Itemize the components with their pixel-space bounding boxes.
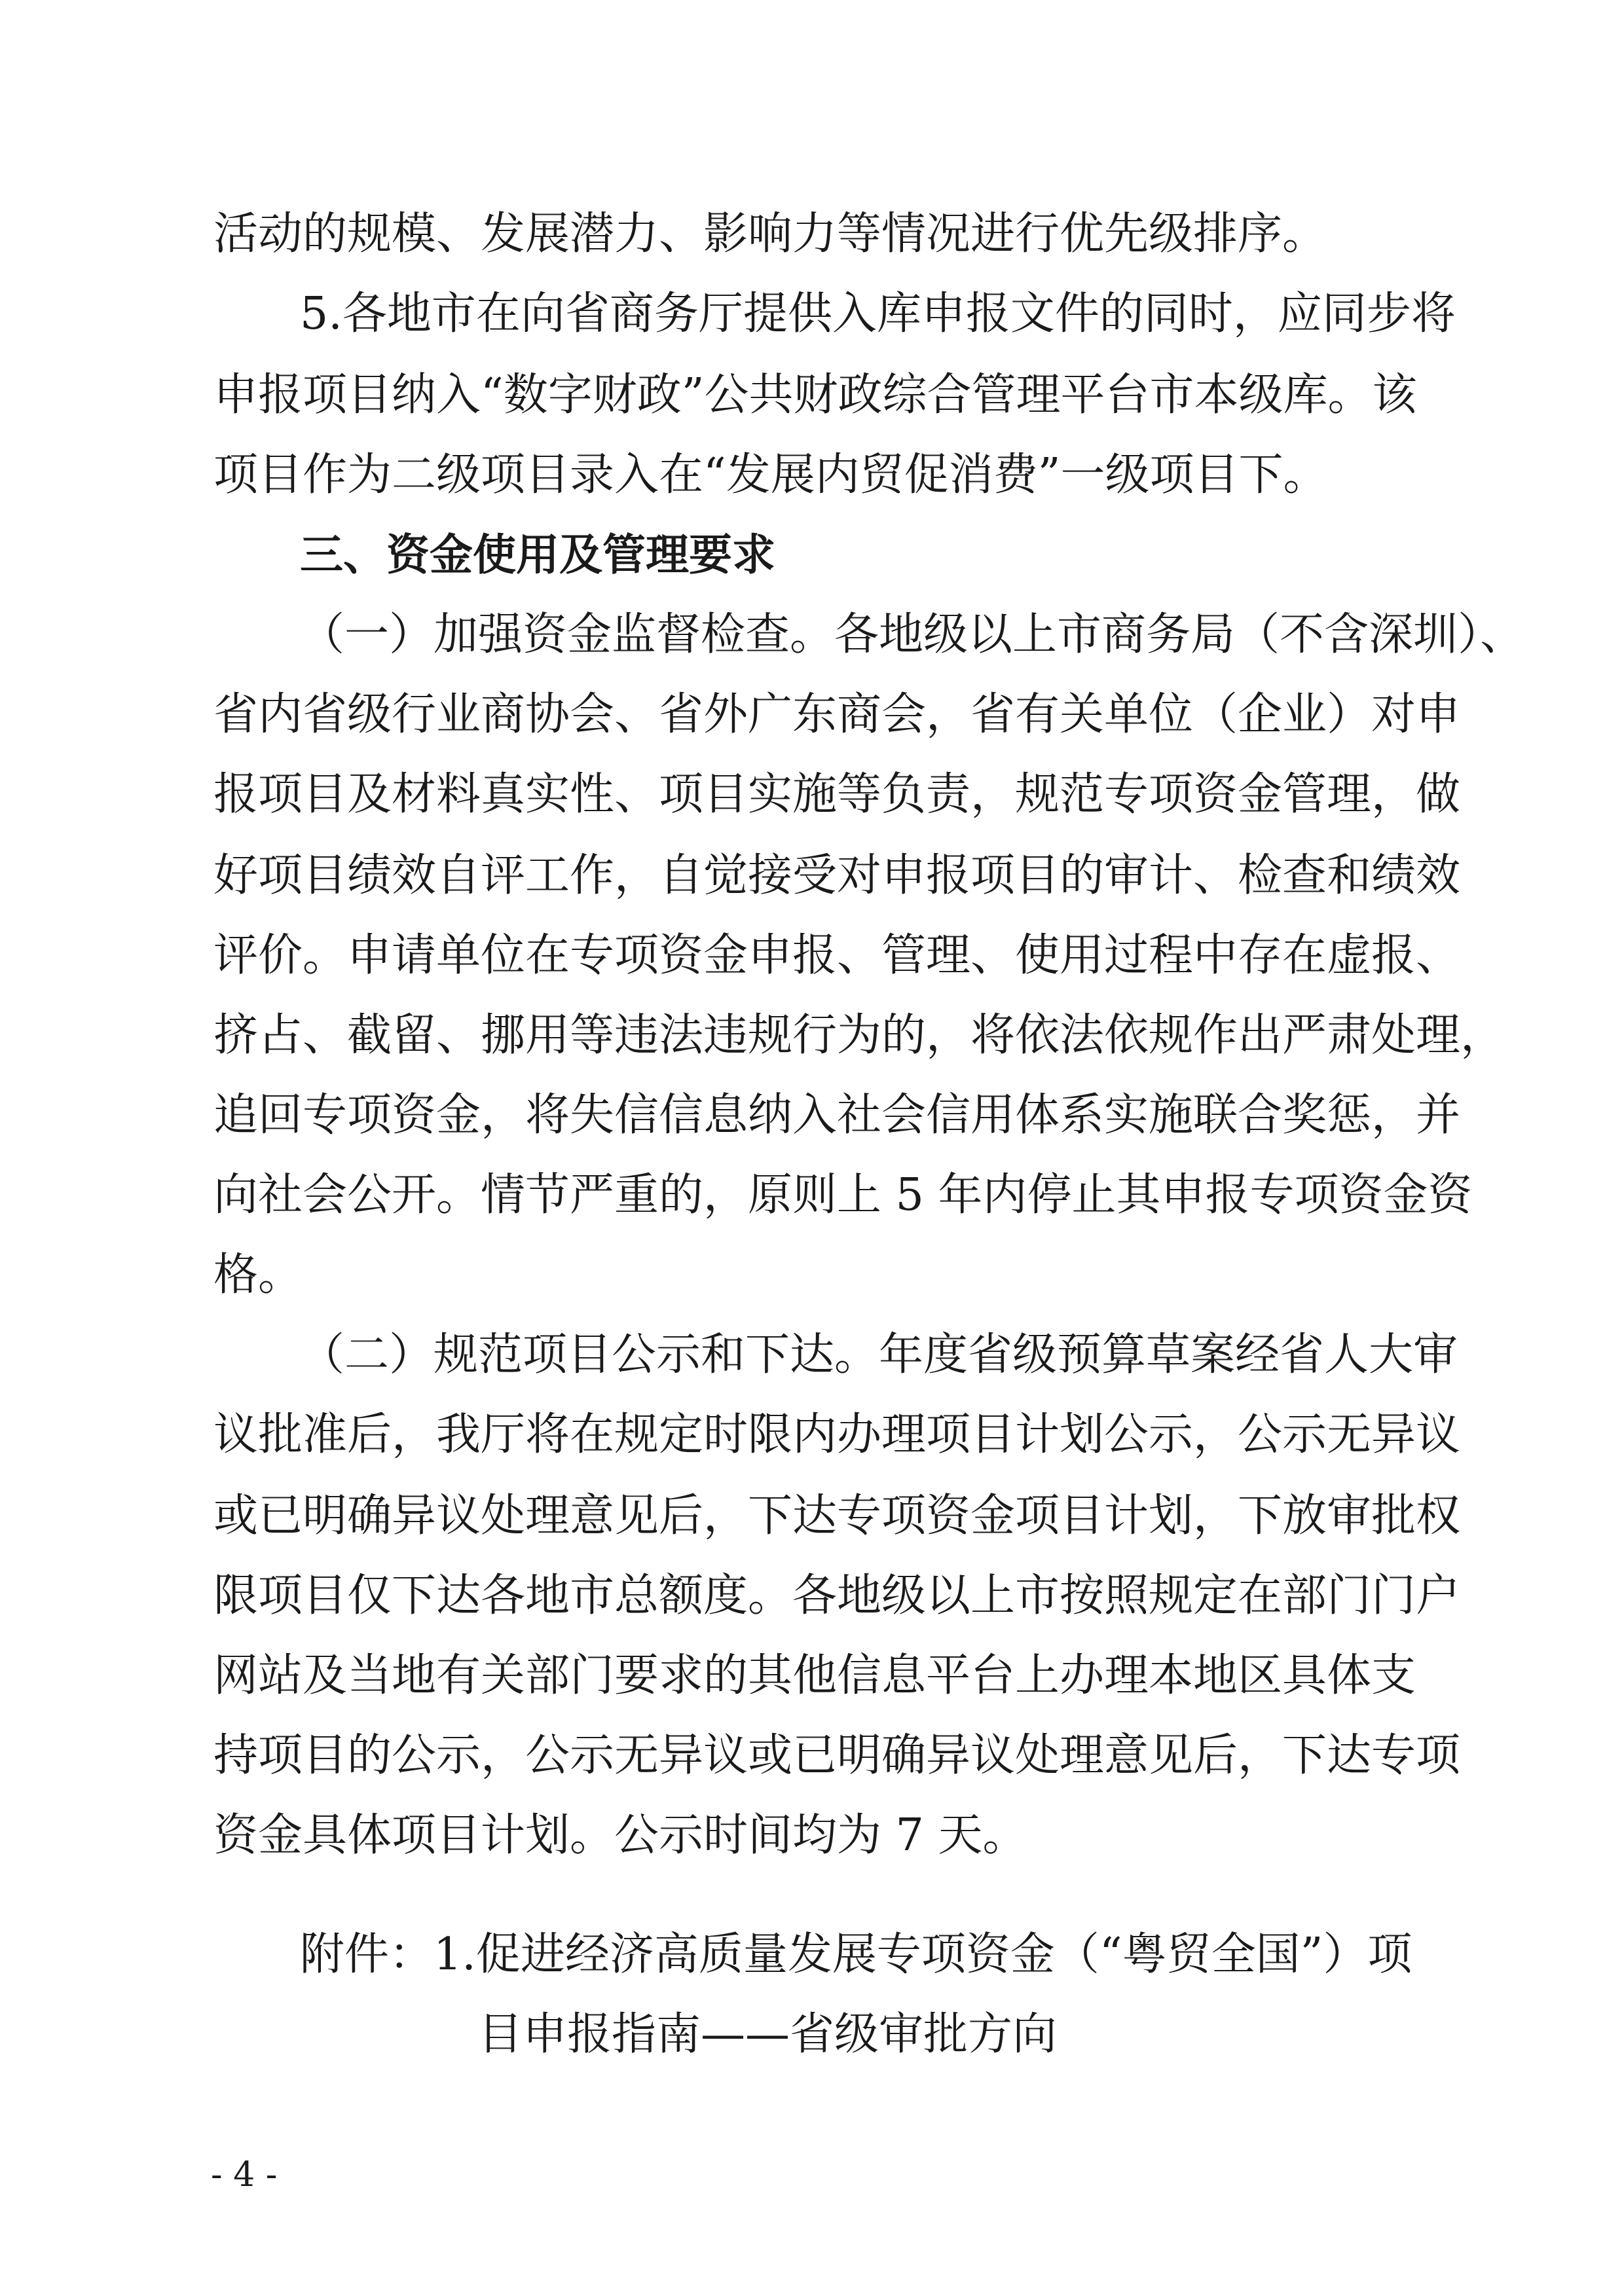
text-line: 好项目绩效自评工作，自觉接受对申报项目的审计、检查和绩效 (213, 850, 1461, 902)
text-line: （一）加强资金监督检查。各地级以上市商务局（不含深圳）、 (300, 609, 1525, 661)
text-line: 持项目的公示，公示无异议或已明确异议处理意见后，下达专项 (213, 1730, 1461, 1781)
text-line: 报项目及材料真实性、项目实施等负责，规范专项资金管理，做 (213, 769, 1461, 820)
text-line: 向社会公开。情节严重的，原则上 5 年内停止其申报专项资金资 (213, 1169, 1473, 1221)
text-line: 网站及当地有关部门要求的其他信息平台上办理本地区具体支 (213, 1650, 1416, 1702)
text-line: 省内省级行业商协会、省外广东商会，省有关单位（企业）对申 (213, 689, 1461, 740)
text-line: 或已明确异议处理意见后，下达专项资金项目计划，下放审批权 (213, 1490, 1461, 1542)
attachment-line: 目申报指南——省级审批方向 (478, 2009, 1058, 2060)
text-line: 活动的规模、发展潜力、影响力等情况进行优先级排序。 (213, 208, 1327, 260)
text-line: 申报项目纳入“数字财政”公共财政综合管理平台市本级库。该 (213, 369, 1417, 421)
page-number: - 4 - (211, 2155, 278, 2195)
text-line: 挤占、截留、挪用等违法违规行为的，将依法依规作出严肃处理， (213, 1010, 1505, 1061)
text-line: （二）规范项目公示和下达。年度省级预算草案经省人大审 (300, 1329, 1458, 1381)
text-line: 限项目仅下达各地市总额度。各地级以上市按照规定在部门门户 (213, 1570, 1461, 1622)
text-line: 议批准后，我厅将在规定时限内办理项目计划公示，公示无异议 (213, 1409, 1461, 1461)
section-heading: 三、资金使用及管理要求 (300, 530, 775, 580)
text-line: 5.各地市在向省商务厅提供入库申报文件的同时，应同步将 (300, 288, 1456, 340)
text-line: 追回专项资金，将失信信息纳入社会信用体系实施联合奖惩，并 (213, 1089, 1461, 1141)
attachment-line: 附件：1.促进经济高质量发展专项资金（“粤贸全国”）项 (300, 1929, 1412, 1980)
text-line: 评价。申请单位在专项资金申报、管理、使用过程中存在虚报、 (213, 930, 1461, 981)
text-line: 项目作为二级项目录入在“发展内贸促消费”一级项目下。 (213, 449, 1328, 501)
text-line: 格。 (213, 1249, 303, 1301)
text-line: 资金具体项目计划。公示时间均为 7 天。 (213, 1810, 1027, 1861)
